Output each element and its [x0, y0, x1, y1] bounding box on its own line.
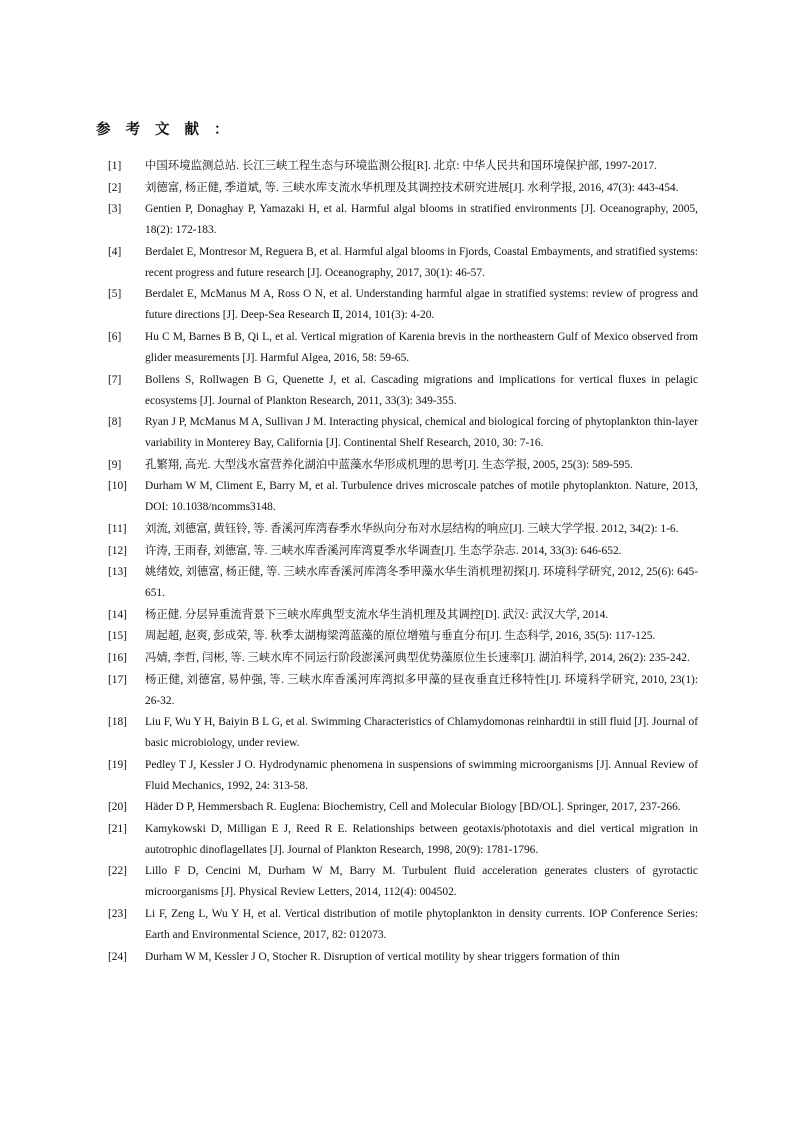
reference-number: [19]: [108, 758, 127, 771]
reference-item: [108, 327, 698, 369]
reference-item: [108, 648, 698, 669]
reference-number: [17]: [108, 673, 127, 686]
reference-number: [21]: [108, 822, 127, 835]
reference-text: Ryan J P, McManus M A, Sullivan J M. Interacting physical, chemical and biological forcing of phytoplankton thin-layer variability in Monterey Bay, California [J]. Continental Shelf Research, 2010, 30: 7-16.: [145, 416, 698, 450]
reference-item: [108, 797, 698, 818]
reference-item: [108, 370, 698, 412]
reference-item: [108, 626, 698, 647]
reference-number: [14]: [108, 608, 127, 621]
reference-number: [5]: [108, 288, 122, 301]
reference-text: 姚绪姣, 刘德富, 杨正健, 等. 三峡水库香溪河库湾冬季甲藻水华生消机理初探[J]. 环境科学研究, 2012, 25(6): 645-651.: [145, 566, 698, 600]
reference-text: 许涛, 王雨春, 刘德富, 等. 三峡水库香溪河库湾夏季水华调查[J]. 生态学杂志. 2014, 33(3): 646-652.: [145, 544, 622, 557]
reference-number: [15]: [108, 630, 127, 643]
reference-text: 杨正健, 刘德富, 易仲强, 等. 三峡水库香溪河库湾拟多甲藻的昼夜垂直迁移特性[J]. 环境科学研究, 2010, 23(1): 26-32.: [145, 673, 698, 707]
reference-text: Hu C M, Barnes B B, Qi L, et al. Vertical migration of Karenia brevis in the northeastern Gulf of Mexico observed from glider measurements [J]. Harmful Algea, 2016, 58: 59-65.: [145, 330, 698, 364]
reference-item: [108, 947, 698, 968]
reference-number: [10]: [108, 480, 127, 493]
reference-item: [108, 455, 698, 476]
reference-item: [108, 562, 698, 604]
reference-item: [108, 541, 698, 562]
reference-item: [108, 861, 698, 903]
reference-number: [3]: [108, 203, 122, 216]
reference-text: Lillo F D, Cencini M, Durham W M, Barry M. Turbulent fluid acceleration generates clusters of gyrotactic microorganisms [J]. Physical Review Letters, 2014, 112(4): 004502.: [145, 865, 698, 899]
reference-text: 周起超, 赵爽, 彭成荣, 等. 秋季太湖梅梁湾蓝藻的原位增殖与垂直分布[J]. 生态科学, 2016, 35(5): 117-125.: [145, 630, 656, 643]
reference-text: Berdalet E, Montresor M, Reguera B, et al. Harmful algal blooms in Fjords, Coastal Embayments, and stratified systems: recent progress and future research [J]. Oceanography, 2017, 30(1): 46-57.: [145, 245, 698, 279]
reference-item: [108, 712, 698, 754]
reference-list: [108, 156, 698, 968]
reference-text: 孔繁翔, 高光. 大型浅水富营养化湖泊中蓝藻水华形成机理的思考[J]. 生态学报, 2005, 25(3): 589-595.: [145, 458, 633, 471]
reference-number: [20]: [108, 801, 127, 814]
reference-number: [6]: [108, 330, 122, 343]
reference-text: Durham W M, Climent E, Barry M, et al. Turbulence drives microscale patches of motile phytoplankton. Nature, 2013, DOI: 10.1038/ncomms3148.: [145, 480, 698, 514]
reference-item: [108, 178, 698, 199]
reference-item: [108, 156, 698, 177]
reference-number: [8]: [108, 416, 122, 429]
reference-number: [23]: [108, 908, 127, 921]
reference-text: Bollens S, Rollwagen B G, Quenette J, et al. Cascading migrations and implications for vertical fluxes in pelagic ecosystems [J]. Journal of Plankton Research, 2011, 33(3): 349-355.: [145, 373, 698, 407]
references-heading: 参考文献：: [96, 122, 244, 138]
reference-item: [108, 904, 698, 946]
reference-text: Gentien P, Donaghay P, Yamazaki H, et al. Harmful algal blooms in stratified environments [J]. Oceanography, 2005, 18(2): 172-183.: [145, 203, 698, 237]
reference-item: [108, 819, 698, 861]
reference-text: Pedley T J, Kessler J O. Hydrodynamic phenomena in suspensions of swimming microorganisms [J]. Annual Review of Fluid Mechanics, 1992, 24: 313-58.: [145, 758, 698, 792]
reference-item: [108, 605, 698, 626]
reference-number: [2]: [108, 181, 122, 194]
reference-item: [108, 670, 698, 712]
reference-text: Li F, Zeng L, Wu Y H, et al. Vertical distribution of motile phytoplankton in density currents. IOP Conference Series: Earth and Environmental Science, 2017, 82: 012073.: [145, 908, 698, 942]
reference-text: Kamykowski D, Milligan E J, Reed R E. Relationships between geotaxis/phototaxis and diel vertical migration in autotrophic dinoflagellates [J]. Journal of Plankton Research, 1998, 20(9): 1781-1796.: [145, 822, 698, 856]
reference-text: 中国环境监测总站. 长江三峡工程生态与环境监测公报[R]. 北京: 中华人民共和国环境保护部, 1997-2017.: [145, 160, 657, 172]
reference-text: Häder D P, Hemmersbach R. Euglena: Biochemistry, Cell and Molecular Biology [BD/OL]. Springer, 2017, 237-266.: [145, 801, 681, 814]
reference-text: 刘流, 刘德富, 黄钰铃, 等. 香溪河库湾春季水华纵向分布对水层结构的响应[J]. 三峡大学学报. 2012, 34(2): 1-6.: [145, 522, 679, 535]
reference-number: [24]: [108, 950, 127, 963]
reference-text: 杨正健. 分层异重流背景下三峡水库典型支流水华生消机理及其调控[D]. 武汉: 武汉大学, 2014.: [145, 608, 609, 621]
reference-item: [108, 755, 698, 797]
reference-text: Durham W M, Kessler J O, Stocher R. Disruption of vertical motility by shear triggers formation of thin: [145, 950, 620, 963]
reference-number: [1]: [108, 160, 122, 172]
reference-text: 刘德富, 杨正健, 季道斌, 等. 三峡水库支流水华机理及其调控技术研究进展[J]. 水利学报, 2016, 47(3): 443-454.: [145, 181, 679, 194]
reference-item: [108, 476, 698, 518]
reference-text: Liu F, Wu Y H, Baiyin B L G, et al. Swimming Characteristics of Chlamydomonas reinhardtii in still fluid [J]. Journal of basic microbiology, under review.: [145, 716, 698, 750]
reference-number: [16]: [108, 651, 127, 664]
reference-number: [13]: [108, 566, 127, 579]
reference-item: [108, 242, 698, 284]
reference-text: Berdalet E, McManus M A, Ross O N, et al. Understanding harmful algae in stratified systems: review of progress and future directions [J]. Deep-Sea Research Ⅱ, 2014, 101(3): 4-20.: [145, 288, 698, 322]
reference-number: [9]: [108, 458, 122, 471]
reference-item: [108, 199, 698, 241]
reference-number: [11]: [108, 522, 127, 535]
reference-text: 冯婧, 李哲, 闫彬, 等. 三峡水库不同运行阶段澎溪河典型优势藻原位生长速率[J]. 湖泊科学, 2014, 26(2): 235-242.: [145, 651, 690, 664]
reference-number: [12]: [108, 544, 127, 557]
reference-item: [108, 412, 698, 454]
reference-item: [108, 519, 698, 540]
reference-item: [108, 284, 698, 326]
reference-number: [4]: [108, 245, 122, 258]
reference-number: [22]: [108, 865, 127, 878]
reference-number: [18]: [108, 716, 127, 729]
reference-number: [7]: [108, 373, 122, 386]
